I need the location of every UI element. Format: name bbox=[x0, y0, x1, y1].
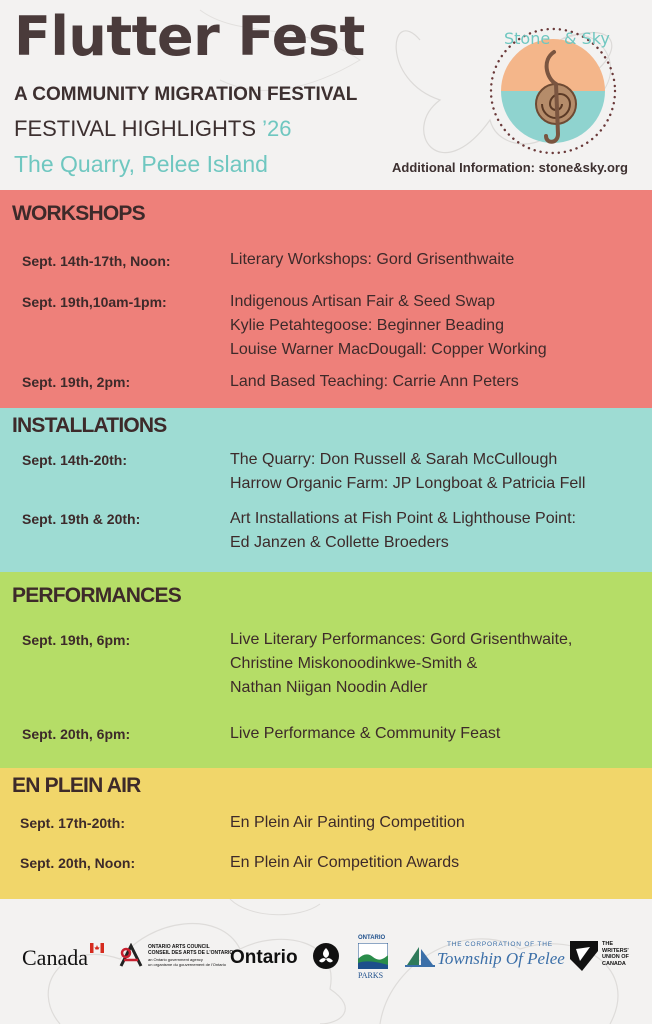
oac-mark-icon bbox=[118, 943, 144, 969]
event-line: Live Literary Performances: Gord Grisenthwaite, bbox=[230, 631, 573, 648]
oac-line: un organisme du gouvernement de l'Ontario bbox=[148, 962, 226, 967]
row-date: Sept. 20th, 6pm: bbox=[22, 726, 131, 742]
row-events bbox=[230, 811, 465, 835]
canada-flag-icon bbox=[90, 943, 104, 953]
highlights-year: ’26 bbox=[262, 116, 292, 141]
section-workshops bbox=[0, 190, 652, 408]
row-events bbox=[230, 628, 572, 700]
row-date: Sept. 14th-20th: bbox=[22, 452, 128, 468]
parks-landscape-icon bbox=[358, 943, 388, 969]
section-installations bbox=[0, 408, 652, 572]
section-en-plein-air bbox=[0, 768, 652, 899]
event-line: Kylie Petahtegoose: Beginner Beading bbox=[230, 317, 504, 334]
stone-and-sky-logo bbox=[484, 22, 622, 160]
pelee-line: Township Of Pelee bbox=[437, 949, 565, 968]
row-events bbox=[230, 370, 519, 394]
township-of-pelee-logo bbox=[405, 943, 565, 971]
oac-line: an Ontario government agency bbox=[148, 957, 203, 962]
writers-line: WRITERS' bbox=[602, 947, 629, 954]
row-events bbox=[230, 290, 547, 362]
writers-line: UNION OF bbox=[602, 954, 629, 960]
section-title-installations: INSTALLATIONS bbox=[12, 414, 167, 437]
event-line: Ed Janzen & Collette Broeders bbox=[230, 534, 449, 551]
additional-info: Additional Information: stone&sky.org bbox=[392, 160, 628, 175]
sailboat-icon bbox=[405, 945, 435, 969]
festival-location: The Quarry, Pelee Island bbox=[14, 151, 268, 177]
writers-union-logo bbox=[570, 941, 640, 975]
row-date: Sept. 20th, Noon: bbox=[20, 855, 136, 871]
poster-header bbox=[0, 0, 652, 188]
festival-highlights bbox=[14, 116, 292, 142]
oac-line: ONTARIO ARTS COUNCIL bbox=[148, 944, 210, 950]
row-date: Sept. 17th-20th: bbox=[20, 815, 126, 831]
highlights-label: FESTIVAL HIGHLIGHTS bbox=[14, 116, 257, 141]
section-title-workshops: WORKSHOPS bbox=[12, 202, 145, 225]
row-events bbox=[230, 248, 514, 272]
writers-line: THE bbox=[602, 941, 613, 947]
event-line: Nathan Niigan Noodin Adler bbox=[230, 679, 428, 696]
event-line: Live Performance & Community Feast bbox=[230, 725, 501, 742]
event-line: Christine Miskonoodinkwe-Smith & bbox=[230, 655, 478, 672]
writers-line: CANADA bbox=[602, 960, 626, 967]
event-line: En Plein Air Competition Awards bbox=[230, 854, 460, 871]
row-date: Sept. 14th-17th, Noon: bbox=[22, 253, 171, 269]
event-line: Harrow Organic Farm: JP Longboat & Patricia Fell bbox=[230, 475, 586, 492]
section-title-performances: PERFORMANCES bbox=[12, 584, 181, 607]
row-events bbox=[230, 507, 576, 555]
pelee-line: THE CORPORATION OF THE bbox=[447, 941, 553, 948]
event-line: The Quarry: Don Russell & Sarah McCullough bbox=[230, 451, 558, 468]
sponsor-logos bbox=[0, 899, 652, 1024]
logo-text-sky: & Sky bbox=[564, 29, 610, 48]
canada-text: Canada bbox=[22, 945, 88, 970]
row-date: Sept. 19th, 2pm: bbox=[22, 374, 131, 390]
festival-subtitle: A COMMUNITY MIGRATION FESTIVAL bbox=[14, 84, 358, 105]
logo-text-stone: Stone bbox=[504, 29, 551, 48]
ontario-wordmark: Ontario bbox=[230, 947, 298, 968]
event-line: En Plein Air Painting Competition bbox=[230, 814, 465, 831]
row-date: Sept. 19th, 6pm: bbox=[22, 632, 131, 648]
event-line: Indigenous Artisan Fair & Seed Swap bbox=[230, 293, 496, 310]
section-title-en-plein-air: EN PLEIN AIR bbox=[12, 774, 141, 797]
row-events bbox=[230, 722, 500, 746]
row-events bbox=[230, 851, 459, 875]
row-date: Sept. 19th,10am-1pm: bbox=[22, 294, 167, 310]
event-line: Literary Workshops: Gord Grisenthwaite bbox=[230, 251, 515, 268]
parks-top-text: ONTARIO bbox=[358, 935, 386, 941]
parks-bottom-text: PARKS bbox=[358, 971, 384, 980]
event-line: Land Based Teaching: Carrie Ann Peters bbox=[230, 373, 519, 390]
ontario-trillium-icon bbox=[312, 942, 340, 970]
row-events bbox=[230, 448, 585, 496]
row-date: Sept. 19th & 20th: bbox=[22, 511, 141, 527]
book-bird-icon bbox=[570, 941, 598, 971]
festival-title: Flutter Fest bbox=[14, 5, 365, 68]
oac-line: CONSEIL DES ARTS DE L'ONTARIO bbox=[148, 950, 234, 956]
canada-wordmark bbox=[22, 945, 88, 971]
event-line: Louise Warner MacDougall: Copper Working bbox=[230, 341, 547, 358]
section-performances bbox=[0, 572, 652, 768]
event-line: Art Installations at Fish Point & Lighthouse Point: bbox=[230, 510, 576, 527]
ontario-parks-logo bbox=[358, 936, 390, 984]
